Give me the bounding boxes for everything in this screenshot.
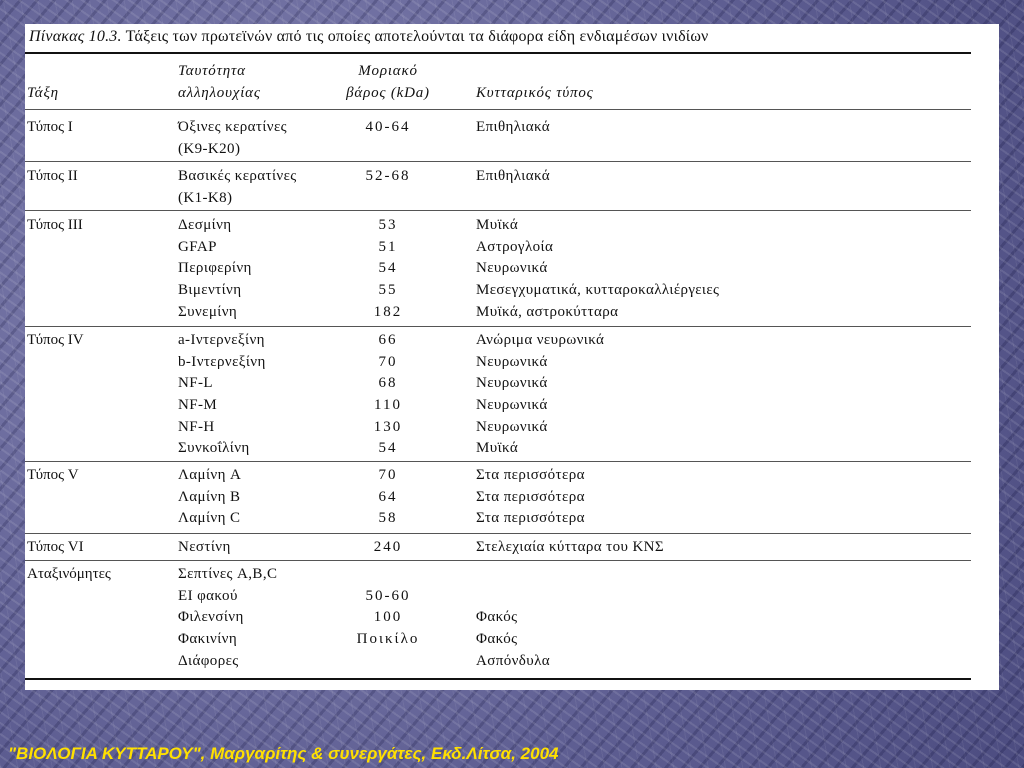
group-proteins — [178, 117, 287, 160]
molecular-weight: 52-68 — [365, 168, 411, 184]
group-divider — [25, 161, 971, 162]
molecular-weight: 55 — [378, 282, 398, 299]
molecular-weight: 182 — [373, 303, 403, 320]
protein-name: NF-M — [178, 397, 218, 414]
protein-name: NF-H — [178, 418, 215, 435]
header-rule — [25, 109, 971, 110]
header-cell: Κυτταρικός τύπος — [476, 85, 594, 101]
cell-type: Ασπόνδυλα — [476, 652, 551, 669]
protein-name: b-Ιντερνεξίνη — [178, 353, 266, 370]
class-name: Τύπος VI — [27, 539, 84, 555]
protein-name: NF-L — [178, 375, 213, 392]
group-proteins — [178, 215, 252, 323]
protein-name: a-Ιντερνεξίνη — [178, 332, 265, 348]
protein-name: Φακινίνη — [178, 631, 238, 648]
cell-type: Φακός — [476, 609, 518, 626]
header-mw-line1: Μοριακό — [358, 63, 418, 79]
source-citation: "ΒΙΟΛΟΓΙΑ ΚΥΤΤΑΡΟΥ", Μαργαρίτης & συνεργάτες, Εκδ.Λίτσα, 2004 — [8, 744, 559, 763]
cell-type: Αστρογλοία — [476, 238, 554, 255]
cell-type: Επιθηλιακά — [476, 119, 551, 135]
cell-type: Μεσεγχυματικά, κυτταροκαλλιέργειες — [476, 282, 720, 299]
cell-type: Επιθηλιακά — [476, 168, 551, 184]
cell-type — [476, 564, 550, 586]
cell-type: Νευρωνικά — [476, 418, 548, 435]
group-class-label — [27, 465, 79, 487]
group-cell-types — [476, 166, 550, 209]
cell-type: Στα περισσότερα — [476, 467, 585, 483]
molecular-weight: 54 — [378, 440, 398, 457]
group-cell-types — [476, 330, 604, 460]
cell-type: Στα περισσότερα — [476, 488, 585, 505]
molecular-weight: 50-60 — [365, 587, 411, 604]
cell-type: Νευρωνικά — [476, 353, 548, 370]
cell-type: Μυϊκά — [476, 217, 519, 233]
group-molecular-weights — [343, 465, 433, 530]
group-divider — [25, 560, 971, 561]
molecular-weight — [343, 651, 433, 673]
group-molecular-weights — [343, 117, 433, 160]
protein-name: Φιλενσίνη — [178, 609, 244, 626]
protein-name: Νεστίνη — [178, 539, 231, 555]
molecular-weight: 58 — [378, 510, 398, 527]
protein-name: (Κ1-Κ8) — [178, 189, 233, 206]
protein-name: Λαμίνη A — [178, 467, 242, 483]
protein-name: Δεσμίνη — [178, 217, 232, 233]
protein-name: GFAP — [178, 238, 217, 255]
group-molecular-weights — [343, 537, 433, 559]
protein-name: Βιμεντίνη — [178, 282, 242, 299]
molecular-weight — [343, 188, 433, 210]
molecular-weight: 110 — [374, 397, 402, 414]
molecular-weight: 66 — [378, 332, 398, 348]
protein-name: Συνκοΐλίνη — [178, 440, 250, 457]
group-divider — [25, 461, 971, 462]
cell-type: Μυϊκά, αστροκύτταρα — [476, 303, 619, 320]
protein-name: Όξινες κερατίνες — [178, 119, 288, 135]
group-divider — [25, 326, 971, 327]
group-proteins — [178, 537, 231, 559]
class-name: Τύπος I — [27, 119, 73, 135]
protein-name: (Κ9-Κ20) — [178, 140, 241, 157]
group-proteins — [178, 465, 241, 530]
table-panel — [25, 24, 999, 690]
protein-name: Βασικές κερατίνες — [178, 168, 297, 184]
group-class-label — [27, 564, 111, 586]
molecular-weight: 53 — [378, 217, 398, 233]
molecular-weight: Ποικίλο — [356, 631, 420, 648]
protein-name: EI φακού — [178, 587, 238, 604]
cell-type — [476, 188, 550, 210]
group-molecular-weights — [343, 166, 433, 209]
molecular-weight: 68 — [378, 375, 398, 392]
group-class-label — [27, 330, 84, 352]
header-class: Τάξη — [27, 85, 59, 101]
molecular-weight: 54 — [378, 260, 398, 277]
top-rule — [25, 52, 971, 54]
group-class-label — [27, 117, 73, 139]
cell-type: Φακός — [476, 631, 518, 648]
group-proteins — [178, 166, 297, 209]
molecular-weight: 64 — [378, 488, 398, 505]
group-class-label — [27, 537, 84, 559]
group-cell-types — [476, 537, 664, 559]
cell-type: Νευρωνικά — [476, 375, 548, 392]
protein-name: Λαμίνη C — [178, 510, 241, 527]
cell-type: Στα περισσότερα — [476, 510, 585, 527]
molecular-weight: 51 — [378, 238, 398, 255]
cell-type — [476, 586, 550, 608]
caption-label: Πίνακας 10.3. — [29, 28, 122, 45]
group-divider — [25, 533, 971, 534]
protein-name: Συνεμίνη — [178, 303, 238, 320]
header-protein-line1: Ταυτότητα — [178, 63, 246, 79]
molecular-weight: 40-64 — [365, 119, 411, 135]
molecular-weight: 130 — [373, 418, 403, 435]
molecular-weight: 70 — [378, 353, 398, 370]
group-class-label — [27, 166, 78, 188]
group-molecular-weights — [343, 330, 433, 460]
protein-name: Σεπτίνες A,B,C — [178, 566, 278, 582]
cell-type: Ανώριμα νευρωνικά — [476, 332, 605, 348]
class-name: Τύπος II — [27, 168, 78, 184]
group-cell-types — [476, 117, 550, 160]
group-class-label — [27, 215, 83, 237]
cell-type — [476, 139, 550, 161]
class-name: Τύπος III — [27, 217, 83, 233]
protein-name: Περιφερίνη — [178, 260, 252, 277]
cell-type: Νευρωνικά — [476, 397, 548, 414]
table-caption — [29, 28, 708, 46]
group-divider — [25, 210, 971, 211]
molecular-weight — [343, 564, 433, 586]
group-cell-types — [476, 215, 719, 323]
cell-type: Νευρωνικά — [476, 260, 548, 277]
molecular-weight — [343, 139, 433, 161]
group-proteins — [178, 330, 266, 460]
protein-name: Διάφορες — [178, 652, 239, 669]
class-name: Τύπος IV — [27, 332, 84, 348]
cell-type: Στελεχιαία κύτταρα του ΚΝΣ — [476, 539, 665, 555]
cell-type: Μυϊκά — [476, 440, 519, 457]
molecular-weight: 70 — [378, 467, 398, 483]
group-cell-types — [476, 564, 550, 672]
class-name: Τύπος V — [27, 467, 79, 483]
class-name: Αταξινόμητες — [27, 566, 111, 582]
caption-text: Τάξεις των πρωτεϊνών από τις οποίες αποτελούνται τα διάφορα είδη ενδιαμέσων ινιδίων — [125, 28, 709, 45]
bottom-rule — [25, 678, 971, 680]
group-proteins — [178, 564, 277, 672]
molecular-weight: 240 — [373, 539, 403, 555]
molecular-weight: 100 — [373, 609, 403, 626]
protein-name: Λαμίνη B — [178, 488, 241, 505]
group-molecular-weights — [343, 215, 433, 323]
group-cell-types — [476, 465, 585, 530]
header-protein-line2: αλληλουχίας — [178, 85, 261, 101]
header-mw-line2: βάρος (kDa) — [346, 85, 430, 101]
group-molecular-weights — [343, 564, 433, 672]
